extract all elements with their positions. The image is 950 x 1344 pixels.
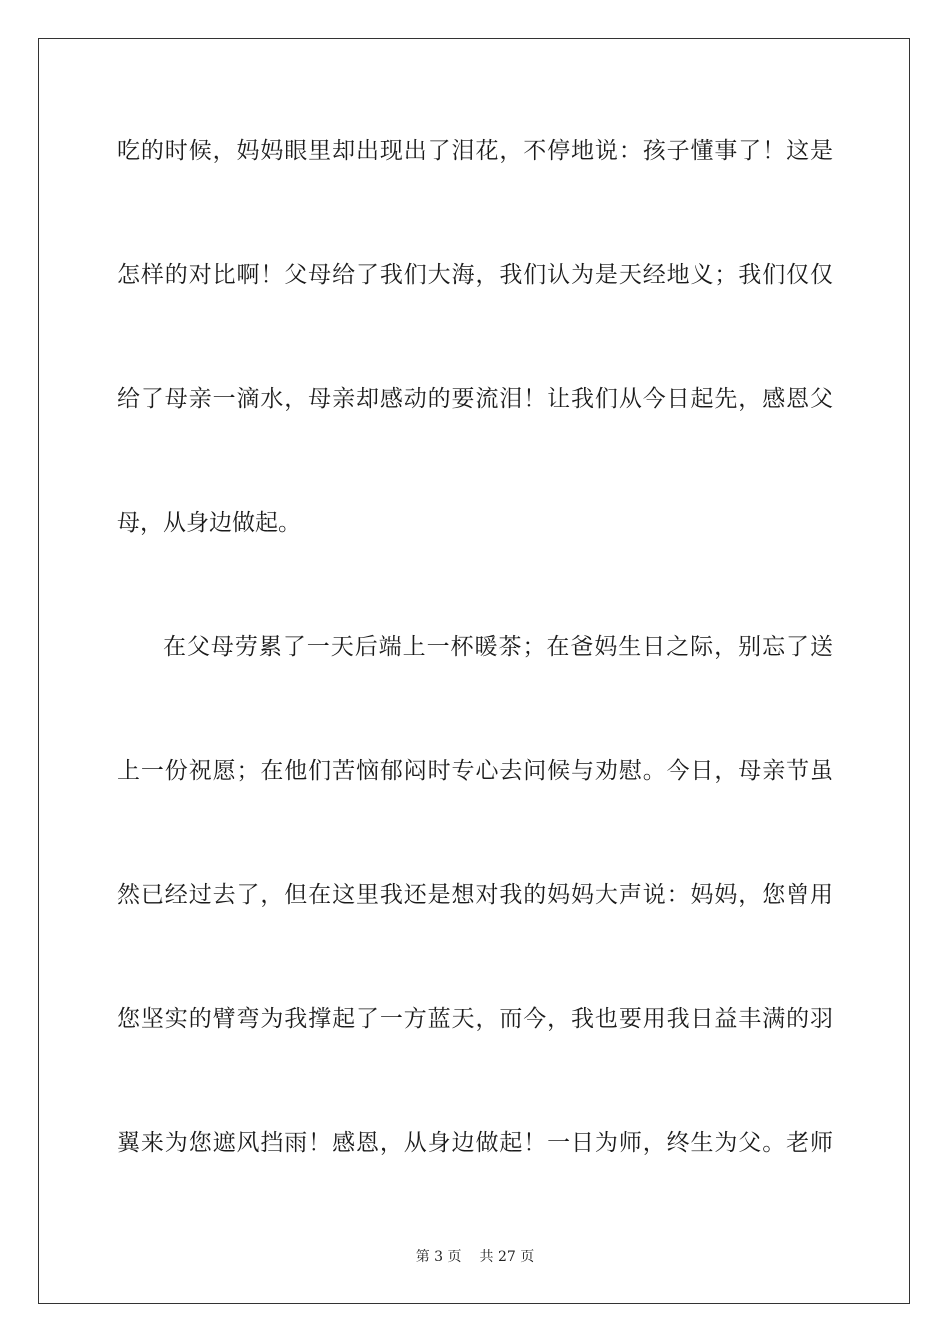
- text-line-1: 吃的时候，妈妈眼里却出现出了泪花，不停地说：孩子懂事了！这是: [117, 138, 833, 164]
- text-line-2: 怎样的对比啊！父母给了我们大海，我们认为是天经地义；我们仅仅: [117, 262, 833, 288]
- page-total: 共 27 页: [479, 1249, 535, 1265]
- page-number: 第 3 页: [415, 1249, 462, 1265]
- text-line-6: 上一份祝愿；在他们苦恼郁闷时专心去问候与劝慰。今日，母亲节虽: [117, 758, 833, 784]
- page-footer: [0, 1248, 950, 1266]
- text-line-4: 母，从身边做起。: [117, 510, 301, 536]
- text-line-9: 翼来为您遮风挡雨！感恩，从身边做起！一日为师，终生为父。老师: [117, 1130, 833, 1156]
- text-line-3: 给了母亲一滴水，母亲却感动的要流泪！让我们从今日起先，感恩父: [117, 386, 833, 412]
- page-border: [38, 38, 910, 1304]
- text-line-7: 然已经过去了，但在这里我还是想对我的妈妈大声说：妈妈，您曾用: [117, 882, 833, 908]
- text-line-5: 在父母劳累了一天后端上一杯暖茶；在爸妈生日之际，别忘了送: [163, 634, 833, 660]
- text-line-8: 您坚实的臂弯为我撑起了一方蓝天，而今，我也要用我日益丰满的羽: [117, 1006, 833, 1032]
